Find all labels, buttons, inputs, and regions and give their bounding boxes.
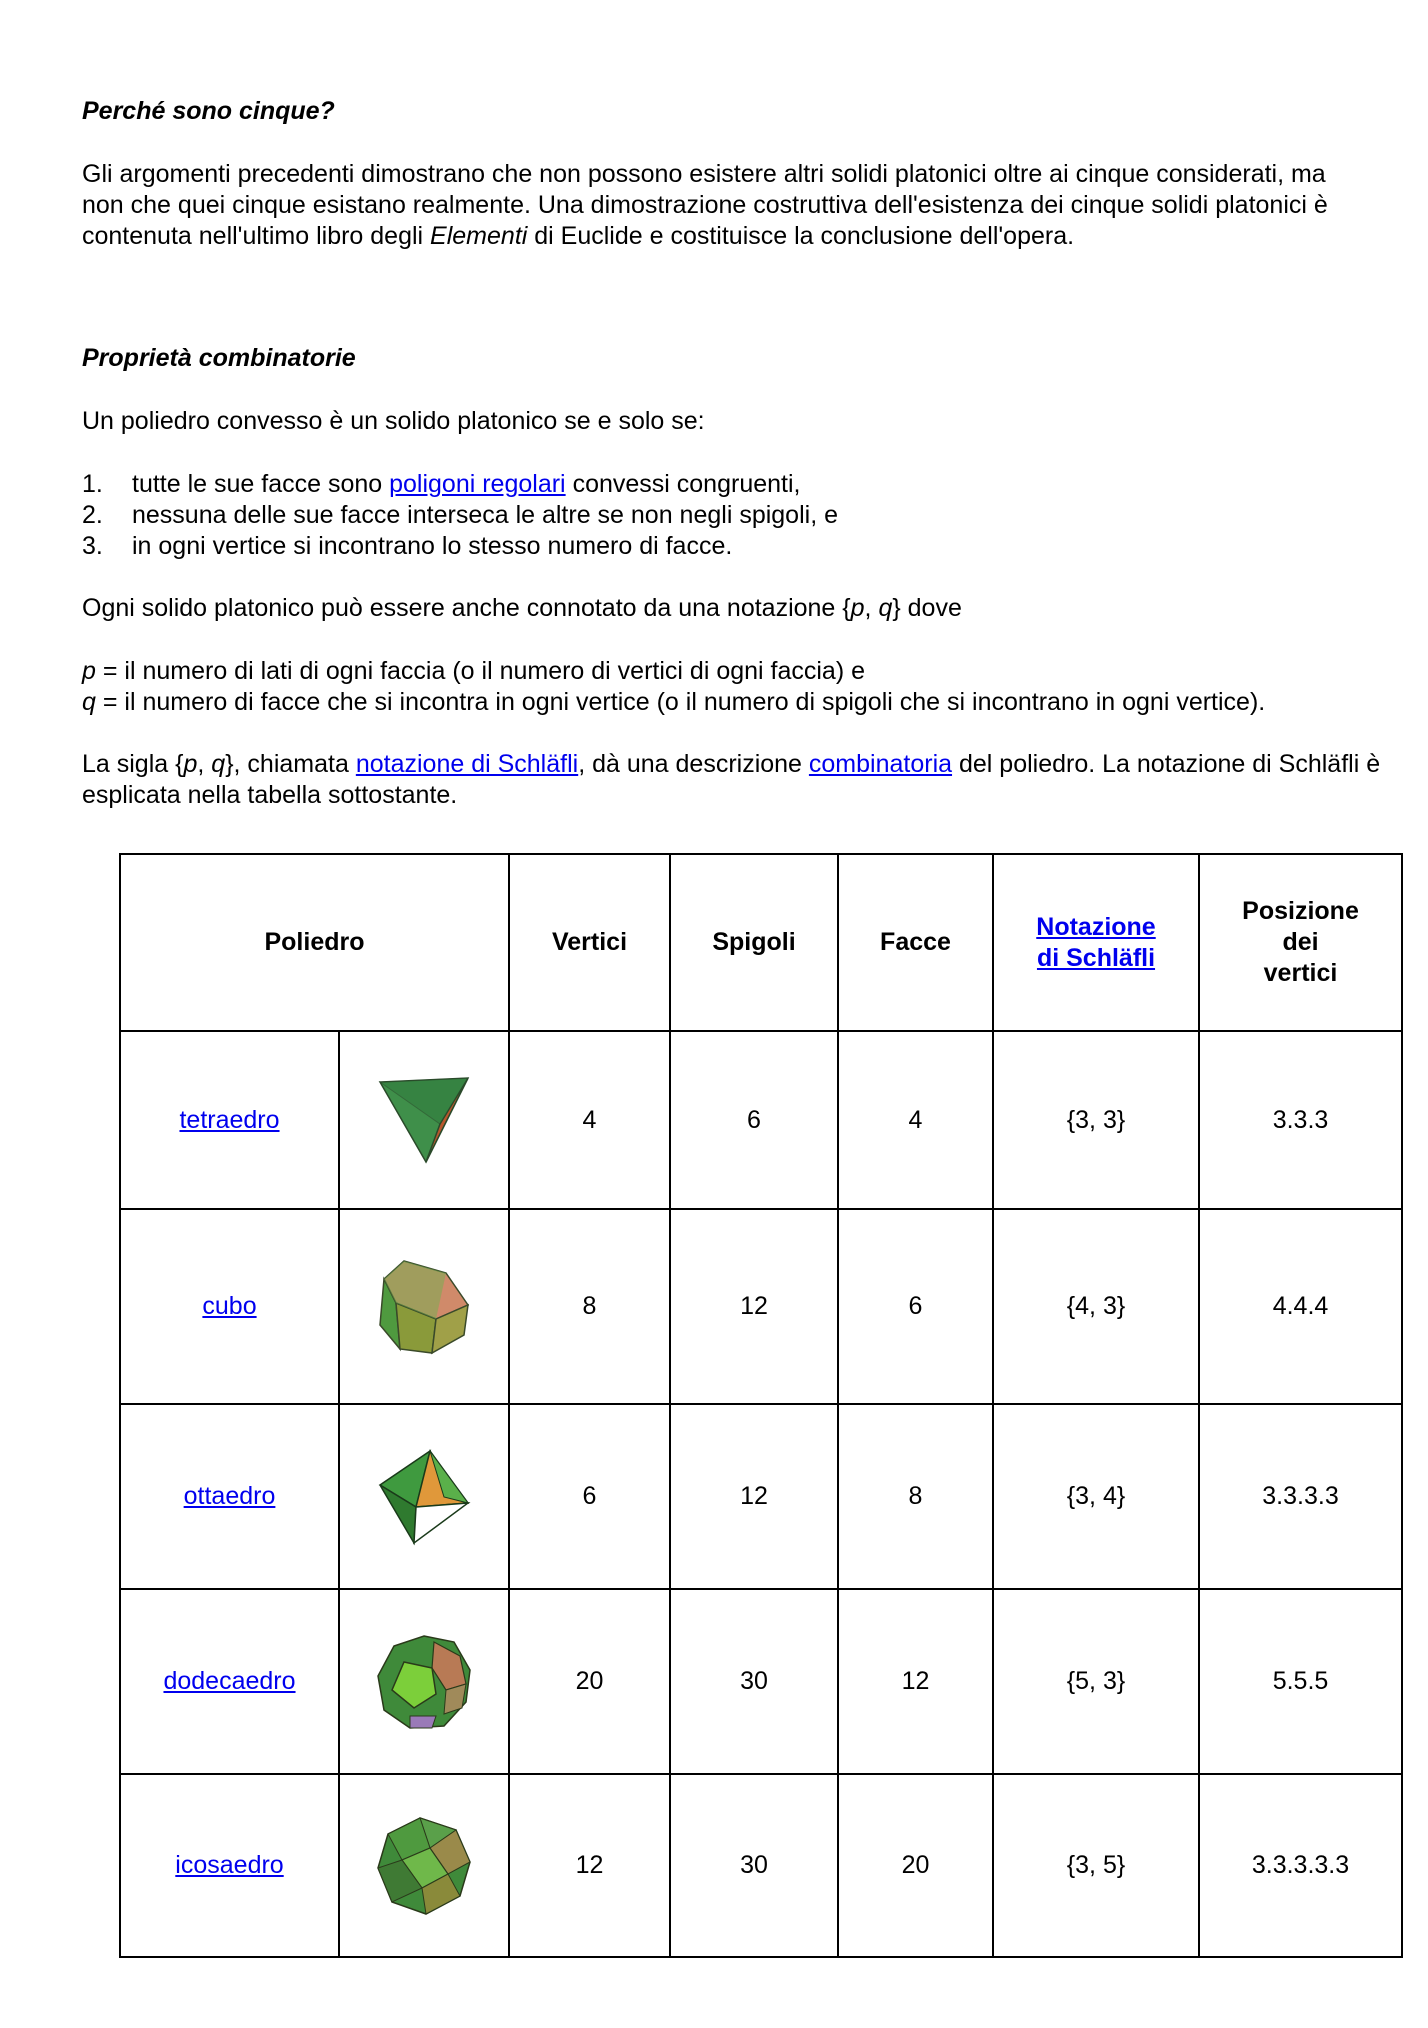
table-row <box>120 1209 1402 1404</box>
icosahedron-icon <box>374 1816 474 1916</box>
schlafli-cell: {3, 3} <box>993 1031 1199 1209</box>
vertici-cell: 4 <box>509 1031 670 1209</box>
solid-image-cell <box>339 1031 509 1209</box>
paragraph-euclide-text1: Gli argomenti precedenti dimostrano che non possono esistere altri solidi platonici oltre ai cinque considerati, ma non che quei cinque esistano realmente. Una dimostrazione costruttiva dell'esistenza dei cinque solidi platonici è contenuta nell'ultimo libro degli <box>82 160 1328 250</box>
solid-image-cell <box>339 1404 509 1589</box>
list-text-after: convessi congruenti, <box>565 470 801 498</box>
table-row <box>120 1404 1402 1589</box>
solid-image-cell <box>339 1209 509 1404</box>
paragraph-euclide <box>82 159 1372 252</box>
schlafli-cell: {5, 3} <box>993 1589 1199 1774</box>
vertici-cell: 20 <box>509 1589 670 1774</box>
list-number: 1. <box>82 470 103 498</box>
header-posizione <box>1199 854 1402 1031</box>
sigla-text4: , dà una descrizione <box>578 750 809 778</box>
notation-text2: } dove <box>892 594 962 622</box>
notazione-line2: di Schläfli <box>1036 943 1156 972</box>
posizione-cell: 3.3.3.3.3 <box>1199 1774 1402 1957</box>
sigla-q: q <box>211 750 226 778</box>
list-number: 2. <box>82 501 103 529</box>
sigla-text5: del poliedro. La notazione di Schläfli è esplicata nella tabella sottostante. <box>82 750 1381 809</box>
solid-name-cell <box>120 1209 339 1404</box>
posizione-line3: vertici <box>1263 959 1338 987</box>
cube-icon <box>374 1257 474 1357</box>
solid-name-cell <box>120 1589 339 1774</box>
p-def-text: = il numero di lati di ogni faccia (o il numero di vertici di ogni faccia) e <box>95 657 866 685</box>
facce-cell: 4 <box>838 1031 993 1209</box>
posizione-cell: 4.4.4 <box>1199 1209 1402 1404</box>
list-text: nessuna delle sue facce interseca le altre se non negli spigoli, e <box>132 501 838 529</box>
table-row <box>120 1774 1402 1957</box>
facce-cell: 20 <box>838 1774 993 1957</box>
sigla-text2: , <box>197 750 212 778</box>
tetrahedron-icon <box>374 1070 474 1170</box>
vertici-cell: 12 <box>509 1774 670 1957</box>
spigoli-cell: 30 <box>670 1774 838 1957</box>
notation-q: q <box>878 594 893 622</box>
notazione-header-link[interactable] <box>1036 913 1155 972</box>
section-heading-proprieta: Proprietà combinatorie <box>82 344 356 372</box>
list-text: in ogni vertice si incontrano lo stesso numero di facce. <box>132 532 733 560</box>
combinatoria-link[interactable]: combinatoria <box>808 750 953 778</box>
header-notazione <box>993 854 1199 1031</box>
header-spigoli: Spigoli <box>670 854 838 1031</box>
facce-cell: 8 <box>838 1404 993 1589</box>
sigla-p: p <box>183 750 198 778</box>
notation-text1: Ogni solido platonico può essere anche connotato da una notazione { <box>82 594 851 622</box>
schlafli-cell: {3, 5} <box>993 1774 1199 1957</box>
spigoli-cell: 12 <box>670 1404 838 1589</box>
table-row <box>120 1589 1402 1774</box>
solid-name-cell <box>120 1774 339 1957</box>
posizione-cell: 3.3.3.3 <box>1199 1404 1402 1589</box>
list-item <box>82 469 800 500</box>
solid-image-cell <box>339 1774 509 1957</box>
header-poliedro: Poliedro <box>120 854 509 1031</box>
paragraph-euclide-text2: di Euclide e costituisce la conclusione dell'opera. <box>527 222 1075 250</box>
spigoli-cell: 12 <box>670 1209 838 1404</box>
solid-name-cell <box>120 1404 339 1589</box>
paragraph-intro: Un poliedro convesso è un solido platonico se e solo se: <box>82 407 705 435</box>
posizione-line1: Posizione <box>1242 897 1359 925</box>
header-facce: Facce <box>838 854 993 1031</box>
header-vertici: Vertici <box>509 854 670 1031</box>
notation-comma: , <box>864 594 879 622</box>
vertici-cell: 8 <box>509 1209 670 1404</box>
facce-cell: 12 <box>838 1589 993 1774</box>
cubo-link[interactable]: cubo <box>202 1292 257 1320</box>
posizione-line2: dei <box>1282 928 1319 956</box>
list-number: 3. <box>82 532 103 560</box>
vertici-cell: 6 <box>509 1404 670 1589</box>
p-var: p <box>82 657 96 685</box>
list-item <box>82 531 732 562</box>
sigla-text3: }, chiamata <box>225 750 356 778</box>
schlafli-cell: {4, 3} <box>993 1209 1199 1404</box>
paragraph-sigla <box>82 749 1382 811</box>
paragraph-notation <box>82 593 1372 624</box>
solid-image-cell <box>339 1589 509 1774</box>
q-definition <box>82 687 1372 718</box>
poligoni-regolari-link[interactable]: poligoni regolari <box>389 470 566 498</box>
solid-name-cell <box>120 1031 339 1209</box>
posizione-cell: 5.5.5 <box>1199 1589 1402 1774</box>
section-heading-perche: Perché sono cinque? <box>82 97 335 125</box>
table-header-row <box>120 854 1402 1031</box>
ottaedro-link[interactable]: ottaedro <box>183 1482 276 1510</box>
q-def-text: = il numero di facce che si incontra in ogni vertice (o il numero di spigoli che si incontrano in ogni vertice). <box>95 688 1266 716</box>
list-text: tutte le sue facce sono <box>132 470 390 498</box>
notation-p: p <box>850 594 865 622</box>
spigoli-cell: 6 <box>670 1031 838 1209</box>
facce-cell: 6 <box>838 1209 993 1404</box>
icosaedro-link[interactable]: icosaedro <box>175 1851 284 1879</box>
schlafli-cell: {3, 4} <box>993 1404 1199 1589</box>
octahedron-icon <box>374 1447 474 1547</box>
list-item <box>82 500 838 531</box>
q-var: q <box>82 688 96 716</box>
notazione-schlafli-link[interactable]: notazione di Schläfli <box>355 750 579 778</box>
platonic-solids-table <box>119 853 1403 1958</box>
tetraedro-link[interactable]: tetraedro <box>179 1105 280 1134</box>
dodecaedro-link[interactable]: dodecaedro <box>163 1667 296 1695</box>
spigoli-cell: 30 <box>670 1589 838 1774</box>
table-row <box>120 1031 1402 1209</box>
posizione-cell: 3.3.3 <box>1199 1031 1402 1209</box>
elementi-title: Elementi <box>430 222 528 250</box>
p-definition <box>82 656 1372 687</box>
dodecahedron-icon <box>374 1632 474 1732</box>
notazione-line1: Notazione <box>1036 912 1156 941</box>
sigla-text1: La sigla { <box>82 750 184 778</box>
